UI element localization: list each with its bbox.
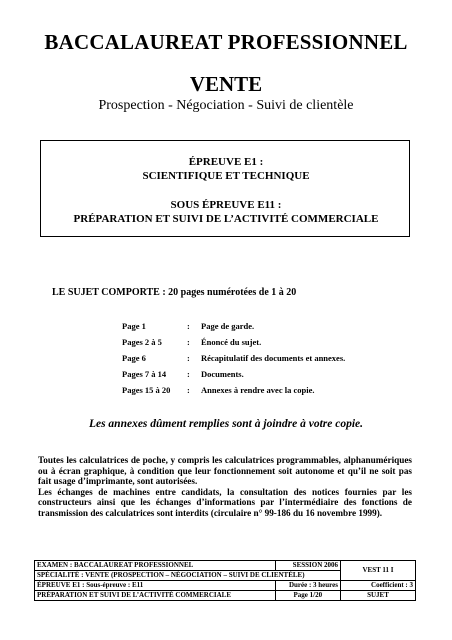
footer-duree: Durée : 3 heures — [275, 581, 340, 591]
footer-table — [34, 560, 416, 601]
page-desc: Documents. — [201, 369, 244, 379]
document-title: BACCALAUREAT PROFESSIONNEL — [44, 30, 408, 54]
epreuve-name: SCIENTIFIQUE ET TECHNIQUE — [142, 170, 310, 182]
page-desc: Énoncé du sujet. — [201, 337, 262, 347]
page-sep: : — [187, 369, 190, 379]
page-range: Pages 15 à 20 — [122, 385, 171, 395]
page-range: Pages 2 à 5 — [122, 337, 162, 347]
footer-type: SUJET — [341, 591, 416, 601]
calculator-rules-p2: Les échanges de machines entre candidats, la consultation des notices fournies par les constructeurs ainsi que les échanges d’informations par l’intermédiaire des fonctions de transmission des calculatrices sont interdits (circulaire n° 99-186 du 16 novembre 1999). — [38, 486, 412, 518]
page-sep: : — [187, 321, 190, 331]
page-range: Page 6 — [122, 353, 146, 363]
footer-coefficient: Coefficient : 3 — [341, 581, 416, 591]
footer-epreuve: ÉPREUVE E1 : Sous-épreuve : E11 — [35, 581, 276, 591]
page-range: Page 1 — [122, 321, 146, 331]
sous-epreuve-name: PRÉPARATION ET SUIVI DE L’ACTIVITÉ COMMERCIALE — [73, 213, 379, 225]
calculator-rules-p1: Toutes les calculatrices de poche, y compris les calculatrices programmables, alphanumériques ou à écran graphique, à condition que leur fonctionnement soit autonome et qu’il ne soit pas fait usage d’imprimante, sont autorisées. — [38, 455, 412, 486]
page-sep: : — [187, 353, 190, 363]
footer-code: VEST 11 I — [341, 561, 416, 581]
footer-session: SESSION 2006 — [275, 561, 340, 571]
page-sep: : — [187, 385, 190, 395]
sujet-comporte: LE SUJET COMPORTE : 20 pages numérotées de 1 à 20 — [52, 287, 297, 298]
calculator-rules — [38, 455, 412, 518]
epreuve-label: ÉPREUVE E1 : — [188, 156, 264, 168]
footer-intitule: PRÉPARATION ET SUIVI DE L’ACTIVITÉ COMMERCIALE — [35, 591, 276, 601]
sous-epreuve-label: SOUS ÉPREUVE E11 : — [170, 199, 282, 211]
page-desc: Annexes à rendre avec la copie. — [201, 385, 315, 395]
footer-exam: EXAMEN : BACCALAUREAT PROFESSIONNEL — [35, 561, 276, 571]
annexes-note: Les annexes dûment remplies sont à joindre à votre copie. — [88, 418, 364, 430]
page-sep: : — [187, 337, 190, 347]
page-desc: Récapitulatif des documents et annexes. — [201, 353, 346, 363]
footer-page: Page 1/20 — [275, 591, 340, 601]
page-range: Pages 7 à 14 — [122, 369, 167, 379]
exam-subtitle: Prospection - Négociation - Suivi de clientèle — [98, 98, 354, 113]
footer-specialite: SPÉCIALITÉ : VENTE (PROSPECTION – NÉGOCIATION – SUIVI DE CLIENTÈLE) — [35, 571, 341, 581]
page-desc: Page de garde. — [201, 321, 255, 331]
exam-name: VENTE — [189, 72, 263, 96]
